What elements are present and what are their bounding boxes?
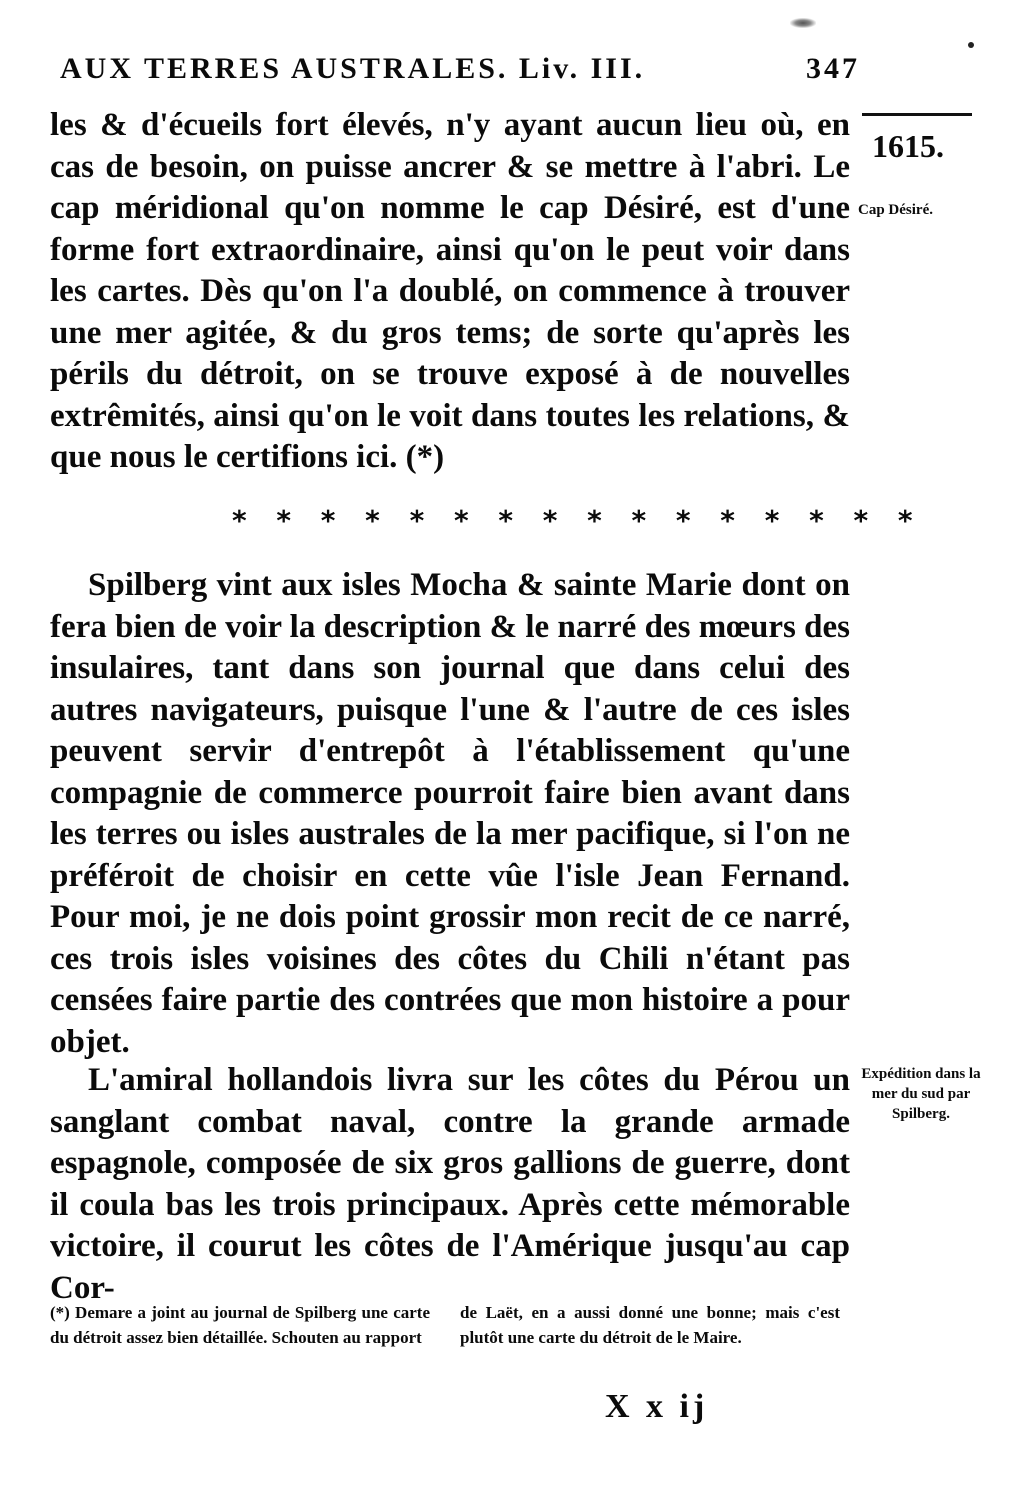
margin-rule <box>862 113 972 116</box>
margin-note-expedition: Expédition dans la mer du sud par Spilberg. <box>861 1066 981 1122</box>
paragraph-1: les & d'écueils fort élevés, n'y ayant aucun lieu où, en cas de besoin, on puisse ancrer & se mettre à l'abri. Le cap méridional qu'on nomme le cap Désiré, est d'une forme fort extraordinaire, ainsi qu'on le peut voir dans les cartes. Dès qu'on l'a doublé, on commence à trouver une mer agitée, & du gros tems; de sorte qu'après les périls du détroit, on se trouve exposé à de nouvelles extrêmités, ainsi qu'on le voit dans toutes les relations, & que nous le certifions ici. (*) <box>50 107 850 475</box>
running-title: AUX TERRES AUSTRALES. Liv. III. <box>60 52 646 85</box>
running-head <box>60 52 860 98</box>
margin-note-cap: Cap Désiré. <box>858 202 933 218</box>
signature-mark: X x ij <box>605 1388 709 1425</box>
footnote-left: (*) Demare a joint au journal de Spilberg une carte du détroit assez bien détaillée. Schouten au rapport <box>50 1303 430 1347</box>
ink-smudge <box>790 18 816 28</box>
paragraph-3: L'amiral hollandois livra sur les côtes du Pérou un sanglant combat naval, contre la grande armade espagnole, composée de six gros gallions de guerre, dont il coula bas les trois principaux. Après cette mémorable victoire, il courut les côtes de l'Amérique jusqu'au cap Cor- <box>50 1062 850 1306</box>
ink-speck <box>968 42 974 48</box>
margin-year: 1615. <box>872 128 944 164</box>
footnotes <box>50 1300 850 1400</box>
page-number: 347 <box>806 52 860 85</box>
section-separator: * * * * * * * * * * * * * * * * <box>232 504 923 537</box>
paragraph-2: Spilberg vint aux isles Mocha & sainte Marie dont on fera bien de voir la description & le narré des mœurs des insulaires, tant dans son journal que dans celui des autres navigateurs, puisque l'une & l'autre de ces isles peuvent servir d'entrepôt à l'établissement qu'une compagnie de commerce pourroit faire bien avant dans les terres ou isles australes de la mer pacifique, si l'on ne préféroit de choisir en cette vûe l'isle Jean Fernand. Pour moi, je ne dois point grossir mon recit de ce narré, ces trois isles voisines des côtes du Chili n'étant pas censées faire partie des contrées que mon histoire a pour objet. <box>50 567 850 1060</box>
footnote-right: de Laët, en a aussi donné une bonne; mais c'est plutôt une carte du détroit de le Maire. <box>460 1303 840 1347</box>
